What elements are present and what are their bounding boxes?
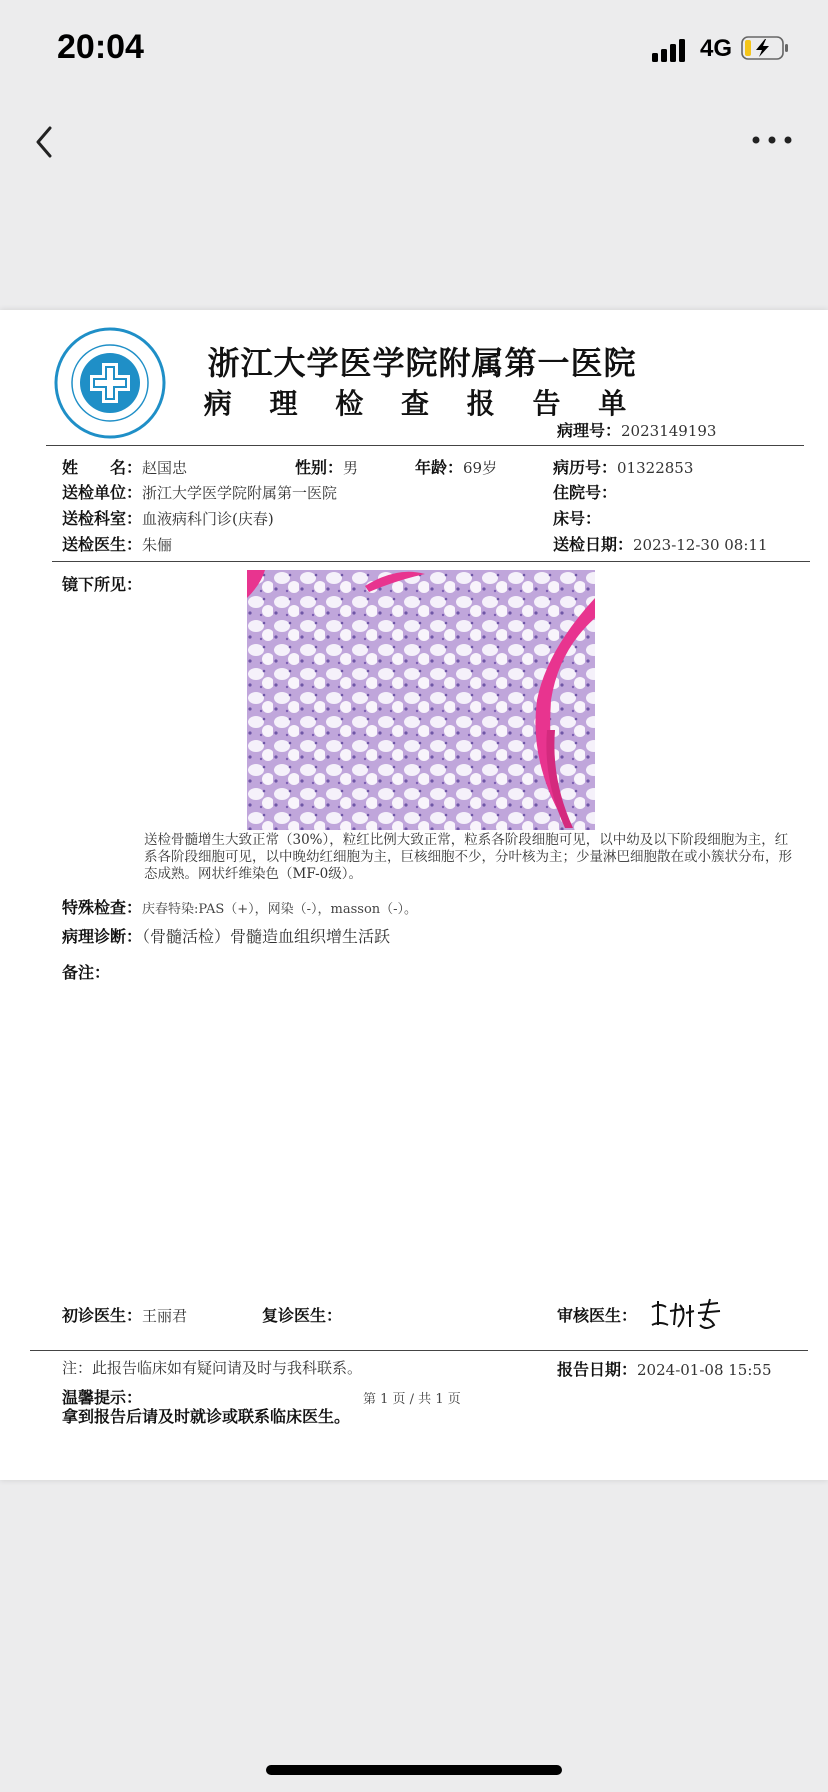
- special-exam: 特殊检查：庆春特染:PAS（+），网染（-），masson（-）。: [62, 898, 418, 917]
- microscopy-label: 镜下所见：: [62, 575, 143, 594]
- chevron-left-icon[interactable]: [28, 122, 64, 162]
- report-note: 注：此报告临床如有疑问请及时与我科联系。: [62, 1359, 363, 1377]
- submitting-unit: 送检单位：浙江大学医学院附属第一医院: [62, 483, 338, 502]
- status-bar: [0, 0, 828, 100]
- tip-label: 温馨提示：: [62, 1388, 143, 1407]
- patient-gender: 性别：男: [295, 458, 359, 477]
- report-title: 病 理 检 查 报 告 单: [203, 387, 641, 420]
- patient-name: 姓 名：赵国忠: [62, 458, 188, 477]
- divider: [52, 561, 810, 562]
- nav-bar: [0, 100, 828, 180]
- audit-doctor-signature: [648, 1295, 728, 1333]
- tip-text: 拿到报告后请及时就诊或联系临床医生。: [62, 1407, 351, 1426]
- microscopy-description: 送检骨髓增生大致正常（30%），粒红比例大致正常，粒系各阶段细胞可见，以中幼及以下阶段细胞为主，红系各阶段细胞可见，以中晚幼红细胞为主，巨核细胞不少，分叶核为主；少量淋巴细胞散在或小簇状分布，形态成熟。网状纤维染色（MF-0级）。: [144, 832, 792, 882]
- divider: [46, 445, 804, 446]
- micrograph-image: [247, 570, 595, 830]
- bed-number: 床号：: [553, 509, 602, 528]
- signal-icon: [652, 38, 692, 62]
- hospital-name: 浙江大学医学院附属第一医院: [207, 344, 637, 382]
- pathology-number: 病理号：2023149193: [557, 421, 717, 440]
- remark-label: 备注：: [62, 963, 111, 982]
- submitting-doctor: 送检医生：朱俪: [62, 535, 173, 554]
- status-time: 20:04: [57, 28, 144, 66]
- inpatient-number: 住院号：: [553, 483, 618, 502]
- report-date: 报告日期：2024-01-08 15:55: [557, 1360, 772, 1379]
- report-document: [0, 310, 828, 1480]
- home-indicator[interactable]: [266, 1765, 562, 1775]
- page-info: 第 1 页 / 共 1 页: [363, 1392, 461, 1407]
- record-number: 病历号：01322853: [553, 458, 694, 477]
- diagnosis: 病理诊断：（骨髓活检）骨髓造血组织增生活跃: [62, 927, 391, 946]
- battery-charging-icon: [741, 36, 789, 60]
- review-doctor: 复诊医生：: [262, 1306, 343, 1325]
- submitting-dept: 送检科室：血液病科门诊(庆春): [62, 509, 274, 528]
- divider: [30, 1350, 808, 1351]
- more-dots-icon[interactable]: [748, 130, 796, 150]
- patient-age: 年龄：69岁: [415, 458, 498, 477]
- network-type: 4G: [700, 35, 733, 62]
- first-doctor: 初诊医生：王丽君: [62, 1306, 188, 1325]
- submit-date: 送检日期：2023-12-30 08:11: [553, 535, 768, 554]
- audit-doctor-label: 审核医生：: [557, 1306, 638, 1325]
